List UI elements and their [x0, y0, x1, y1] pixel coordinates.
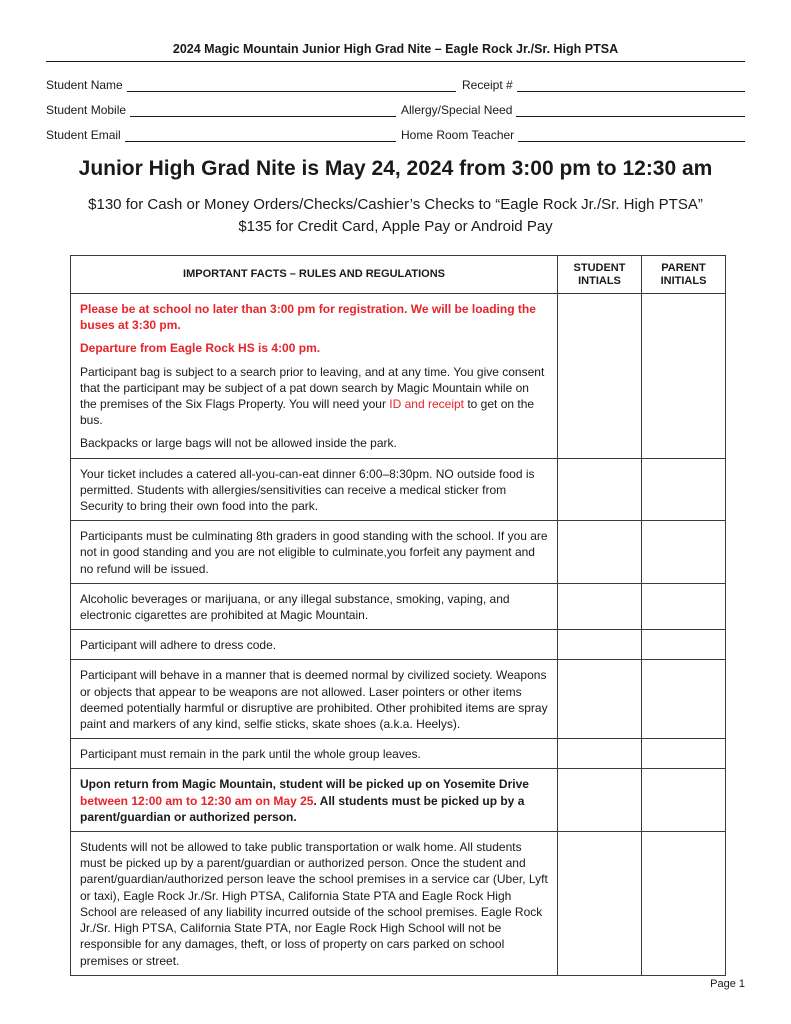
rule-paragraph: [80, 776, 548, 825]
rule-paragraph: Participant will adhere to dress code.: [80, 638, 277, 653]
rule-paragraph: Participants must be culminating 8th graders in good standing with the school. If you are not in good standing and you are not eligible to culminate,you forfeit any payment and no refund will be issued.: [80, 529, 548, 576]
student-initials-cell[interactable]: [558, 832, 642, 976]
rule-text: [71, 458, 558, 521]
rule-paragraph: Backpacks or large bags will not be allowed inside the park.: [80, 436, 397, 451]
table-row: [71, 630, 726, 660]
parent-initials-cell[interactable]: [642, 583, 726, 629]
student-initials-cell[interactable]: [558, 660, 642, 739]
student-name-field[interactable]: [46, 76, 456, 92]
student-mobile-line[interactable]: [130, 104, 396, 117]
parent-initials-cell[interactable]: [642, 739, 726, 769]
rule-text: [71, 660, 558, 739]
allergy-label: Allergy/Special Need: [401, 103, 513, 117]
rule-text: [71, 832, 558, 976]
rule-text-span: . All students must be picked up by a parent/guardian or authorized person.: [80, 793, 525, 824]
student-email-field[interactable]: [46, 126, 396, 142]
student-name-line[interactable]: [127, 79, 456, 92]
table-row: [71, 832, 726, 976]
allergy-field[interactable]: [401, 101, 745, 117]
rule-paragraph: Participant must remain in the park until the whole group leaves.: [80, 747, 421, 762]
student-mobile-label: Student Mobile: [46, 103, 127, 117]
rule-paragraph: Alcoholic beverages or marijuana, or any illegal substance, smoking, vaping, and electronic cigarettes are prohibited at Magic Mountain.: [80, 591, 510, 623]
rules-column-header: IMPORTANT FACTS – RULES AND REGULATIONS: [71, 256, 558, 294]
rule-paragraph: Departure from Eagle Rock HS is 4:00 pm.: [80, 341, 321, 356]
student-name-label: Student Name: [46, 78, 123, 92]
rule-text: [71, 630, 558, 660]
parent-initials-cell[interactable]: [642, 660, 726, 739]
allergy-line[interactable]: [516, 104, 745, 117]
student-initials-cell[interactable]: [558, 630, 642, 660]
page-number: Page 1: [710, 978, 745, 990]
table-row: [71, 739, 726, 769]
price-cash: $130 for Cash or Money Orders/Checks/Cashier’s Checks to “Eagle Rock Jr./Sr. High PTSA”: [88, 196, 703, 213]
table-row: [71, 660, 726, 739]
table-row: [71, 294, 726, 459]
student-initials-header: STUDENT INTIALS: [558, 256, 642, 294]
document-title: 2024 Magic Mountain Junior High Grad Nite – Eagle Rock Jr./Sr. High PTSA: [172, 42, 619, 56]
table-header-row: [71, 256, 726, 294]
rule-text-span: to get on the bus.: [80, 397, 535, 428]
receipt-line[interactable]: [517, 79, 745, 92]
rule-text: [71, 294, 558, 459]
title-divider: [46, 61, 745, 62]
parent-initials-cell[interactable]: [642, 769, 726, 832]
parent-initials-cell[interactable]: [642, 458, 726, 521]
student-initials-cell[interactable]: [558, 458, 642, 521]
parent-initials-cell[interactable]: [642, 832, 726, 976]
student-mobile-field[interactable]: [46, 101, 396, 117]
table-row: [71, 521, 726, 584]
receipt-label: Receipt #: [462, 78, 513, 92]
student-initials-cell[interactable]: [558, 294, 642, 459]
home-room-teacher-label: Home Room Teacher: [401, 128, 515, 142]
rule-highlight: between 12:00 am to 12:30 am on May 25: [80, 793, 314, 808]
rule-text: [71, 769, 558, 832]
rule-paragraph: Participant will behave in a manner that is deemed normal by civilized society. Weapons or objects that appear to be weapons are not allowed. Laser pointers or other items deemed potentially harmful or disruptive are prohibited. Other prohibited items are spray paint and markers of any kind, selfie sticks, skate shoes (a.k.a. Heelys).: [80, 668, 548, 732]
rule-paragraph: [80, 364, 548, 429]
parent-initials-cell[interactable]: [642, 521, 726, 584]
student-initials-cell[interactable]: [558, 769, 642, 832]
rule-text-span: Participant bag is subject to a search prior to leaving, and at any time. You give consent that the participant may be subject of a pat down search by Magic Mountain while on the premises of the Six Flags Property. You will need your: [80, 364, 545, 412]
rule-text: [71, 583, 558, 629]
rule-paragraph: Your ticket includes a catered all-you-can-eat dinner 6:00–8:30pm. NO outside food is permitted. Students with allergies/sensitivities can receive a medical sticker from Security to bring their own food into the park.: [80, 466, 535, 514]
receipt-field[interactable]: [462, 76, 745, 92]
parent-initials-cell[interactable]: [642, 294, 726, 459]
rules-table: [70, 255, 726, 976]
table-row: [71, 458, 726, 521]
rule-paragraph: Students will not be allowed to take public transportation or walk home. All students must be picked up by a parent/guardian or authorized person. Once the student and parent/guardian/authorized person leave the school premises in a service car (Uber, Lyft or taxi), Eagle Rock Jr./Sr. High PTSA, California State PTA and Eagle Rock High School are released of any liability incurred outside of the school premises. Eagle Rock Jr./Sr. High PTSA, California State PTA, nor Eagle Rock High School will not be responsible for any damages, theft, or loss of property on cars parked on school premises or street.: [80, 840, 548, 968]
rule-text: [71, 739, 558, 769]
student-initials-cell[interactable]: [558, 739, 642, 769]
event-headline: Junior High Grad Nite is May 24, 2024 from 3:00 pm to 12:30 am: [78, 157, 713, 180]
home-room-teacher-line[interactable]: [518, 129, 745, 142]
parent-initials-cell[interactable]: [642, 630, 726, 660]
student-email-label: Student Email: [46, 128, 121, 142]
home-room-teacher-field[interactable]: [401, 126, 745, 142]
student-email-line[interactable]: [125, 129, 396, 142]
price-card: $135 for Credit Card, Apple Pay or Android Pay: [238, 218, 553, 235]
rule-text-span: Upon return from Magic Mountain, student will be picked up on Yosemite Drive: [80, 777, 529, 792]
rule-highlight: ID and receipt: [389, 397, 464, 412]
table-row: [71, 769, 726, 832]
rule-paragraph: Please be at school no later than 3:00 pm for registration. We will be loading the buses at 3:30 pm.: [80, 302, 536, 333]
table-row: [71, 583, 726, 629]
parent-initials-header: PARENT INITIALS: [642, 256, 726, 294]
student-initials-cell[interactable]: [558, 521, 642, 584]
student-initials-cell[interactable]: [558, 583, 642, 629]
rule-text: [71, 521, 558, 584]
